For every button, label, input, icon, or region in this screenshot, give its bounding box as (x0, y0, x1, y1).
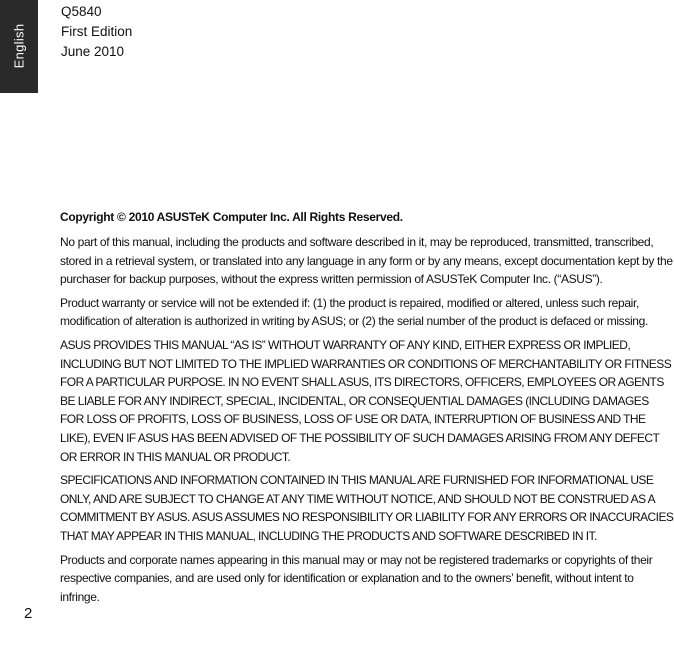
copyright-section (60, 208, 674, 611)
trademarks-paragraph: Products and corporate names appearing in this manual may or may not be registered trademarks or copyrights of their respective companies, and are used only for identification or explanation and to the owners’ benefit, without intent to infringe. (60, 552, 653, 604)
warranty-paragraph: Product warranty or service will not be extended if: (1) the product is repaired, modified or altered, unless such repair, modification of alteration is authorized in writing by ASUS; or (2) the serial number of the product is defaced or missing. (60, 295, 648, 329)
page-number: 2 (24, 605, 33, 622)
copyright-heading: Copyright © 2010 ASUSTeK Computer Inc. All Rights Reserved. (60, 210, 403, 224)
edition-info (61, 2, 132, 62)
specifications-paragraph: SPECIFICATIONS AND INFORMATION CONTAINED IN THIS MANUAL ARE FURNISHED FOR INFORMATIONAL USE ONLY, AND ARE SUBJECT TO CHANGE AT ANY TIME WITHOUT NOTICE, AND SHOULD NOT BE CONSTRUED AS A COMMITMENT BY ASUS. ASUS ASSUMES NO RESPONSIBILITY OR LIABILITY FOR ANY ERRORS OR INACCURACIES THAT MAY APPEAR IN THIS MANUAL, INCLUDING THE PRODUCTS AND SOFTWARE DESCRIBED IN IT. (60, 473, 674, 543)
copyright-paragraph: No part of this manual, including the products and software described in it, may be reproduced, transmitted, transcribed, stored in a retrieval system, or translated into any language in any form or by any means, except documentation kept by the purchaser for backup purposes, without the express written permission of ASUSTeK Computer Inc. (“ASUS”). (60, 235, 673, 287)
model-number: Q5840 (61, 4, 102, 19)
language-tab-label: English (11, 23, 27, 69)
language-tab (0, 0, 38, 93)
edition-date: June 2010 (61, 44, 125, 59)
edition-label: First Edition (61, 24, 133, 39)
disclaimer-paragraph: ASUS PROVIDES THIS MANUAL “AS IS” WITHOUT WARRANTY OF ANY KIND, EITHER EXPRESS OR IMPLIED, INCLUDING BUT NOT LIMITED TO THE IMPLIED WARRANTIES OR CONDITIONS OF MERCHANTABILITY OR FITNESS FOR A PARTICULAR PURPOSE. IN NO EVENT SHALL ASUS, ITS DIRECTORS, OFFICERS, EMPLOYEES OR AGENTS BE LIABLE FOR ANY INDIRECT, SPECIAL, INCIDENTAL, OR CONSEQUENTIAL DAMAGES (INCLUDING DAMAGES FOR LOSS OF PROFITS, LOSS OF BUSINESS, LOSS OF USE OR DATA, INTERRUPTION OF BUSINESS AND THE LIKE), EVEN IF ASUS HAS BEEN ADVISED OF THE POSSIBILITY OF SUCH DAMAGES ARISING FROM ANY DEFECT OR ERROR IN THIS MANUAL OR PRODUCT. (60, 337, 672, 464)
